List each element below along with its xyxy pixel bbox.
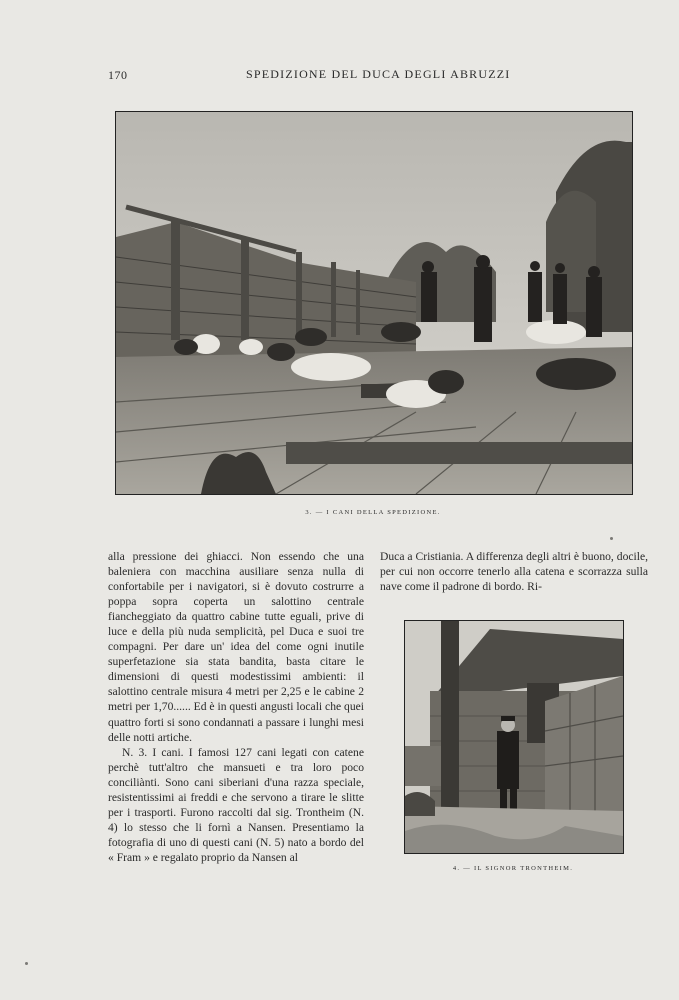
paper-speck	[25, 962, 28, 965]
right-paragraph-1: Duca a Cristiania. A differenza degli altri è buono, docile, per cui non occorre tenerlo alla catena e scorrazza sulla nave come il padrone di bordo. Ri-	[380, 550, 648, 594]
left-text-column	[108, 549, 364, 865]
figure-3-caption: 3. — I CANI DELLA SPEDIZIONE.	[305, 509, 441, 516]
paper-speck	[610, 537, 613, 540]
photo-trontheim-image	[405, 621, 623, 853]
left-paragraph-1: alla pressione dei ghiacci. Non essendo che una baleniera con macchina ausiliare senza nulla di confortabile per i navigatori, si è dovuto costrurre a poppa sopra coperta un salottino centrale fiancheggiato da quattro cabine tutte eguali, prive di luce e della più nuda semplicità, pel Duca e suoi tre compagni. Per dare un' idea del come ogni inutile superfetazione sia stata bandita, basta citare le dimensioni di questi modestissimi ambienti: il salottino centrale misura 4 metri per 2,25 e le cabine 2 metri per 1,70...... Ed è in questi angusti locali che quei quattro forti si sono condannati a passare i lunghi mesi delle notti artiche.	[108, 550, 364, 744]
figure-4-caption: 4. — IL SIGNOR TRONTHEIM.	[452, 865, 574, 872]
page-number: 170	[108, 68, 128, 82]
photo-expedition-dogs	[115, 111, 633, 495]
running-title: SPEDIZIONE DEL DUCA DEGLI ABRUZZI	[246, 67, 511, 81]
photo-trontheim	[404, 620, 624, 854]
right-text-column	[380, 549, 648, 594]
left-paragraph-2: N. 3. I cani. I famosi 127 cani legati con catene perchè tutt'altro che mansueti e tra loro poco conciliànti. Sono cani siberiani d'una razza speciale, resistentissimi ai freddi e che servono a tirare le slitte per i trasporti. Furono raccolti dal sig. Trontheim (N. 4) lo stesso che li fornì a Nansen. Presentiamo la fotografia di uno di questi cani (N. 5) nato a bordo del « Fram » e regalato proprio da Nansen al	[108, 745, 364, 864]
photo-expedition-dogs-image	[116, 112, 632, 494]
